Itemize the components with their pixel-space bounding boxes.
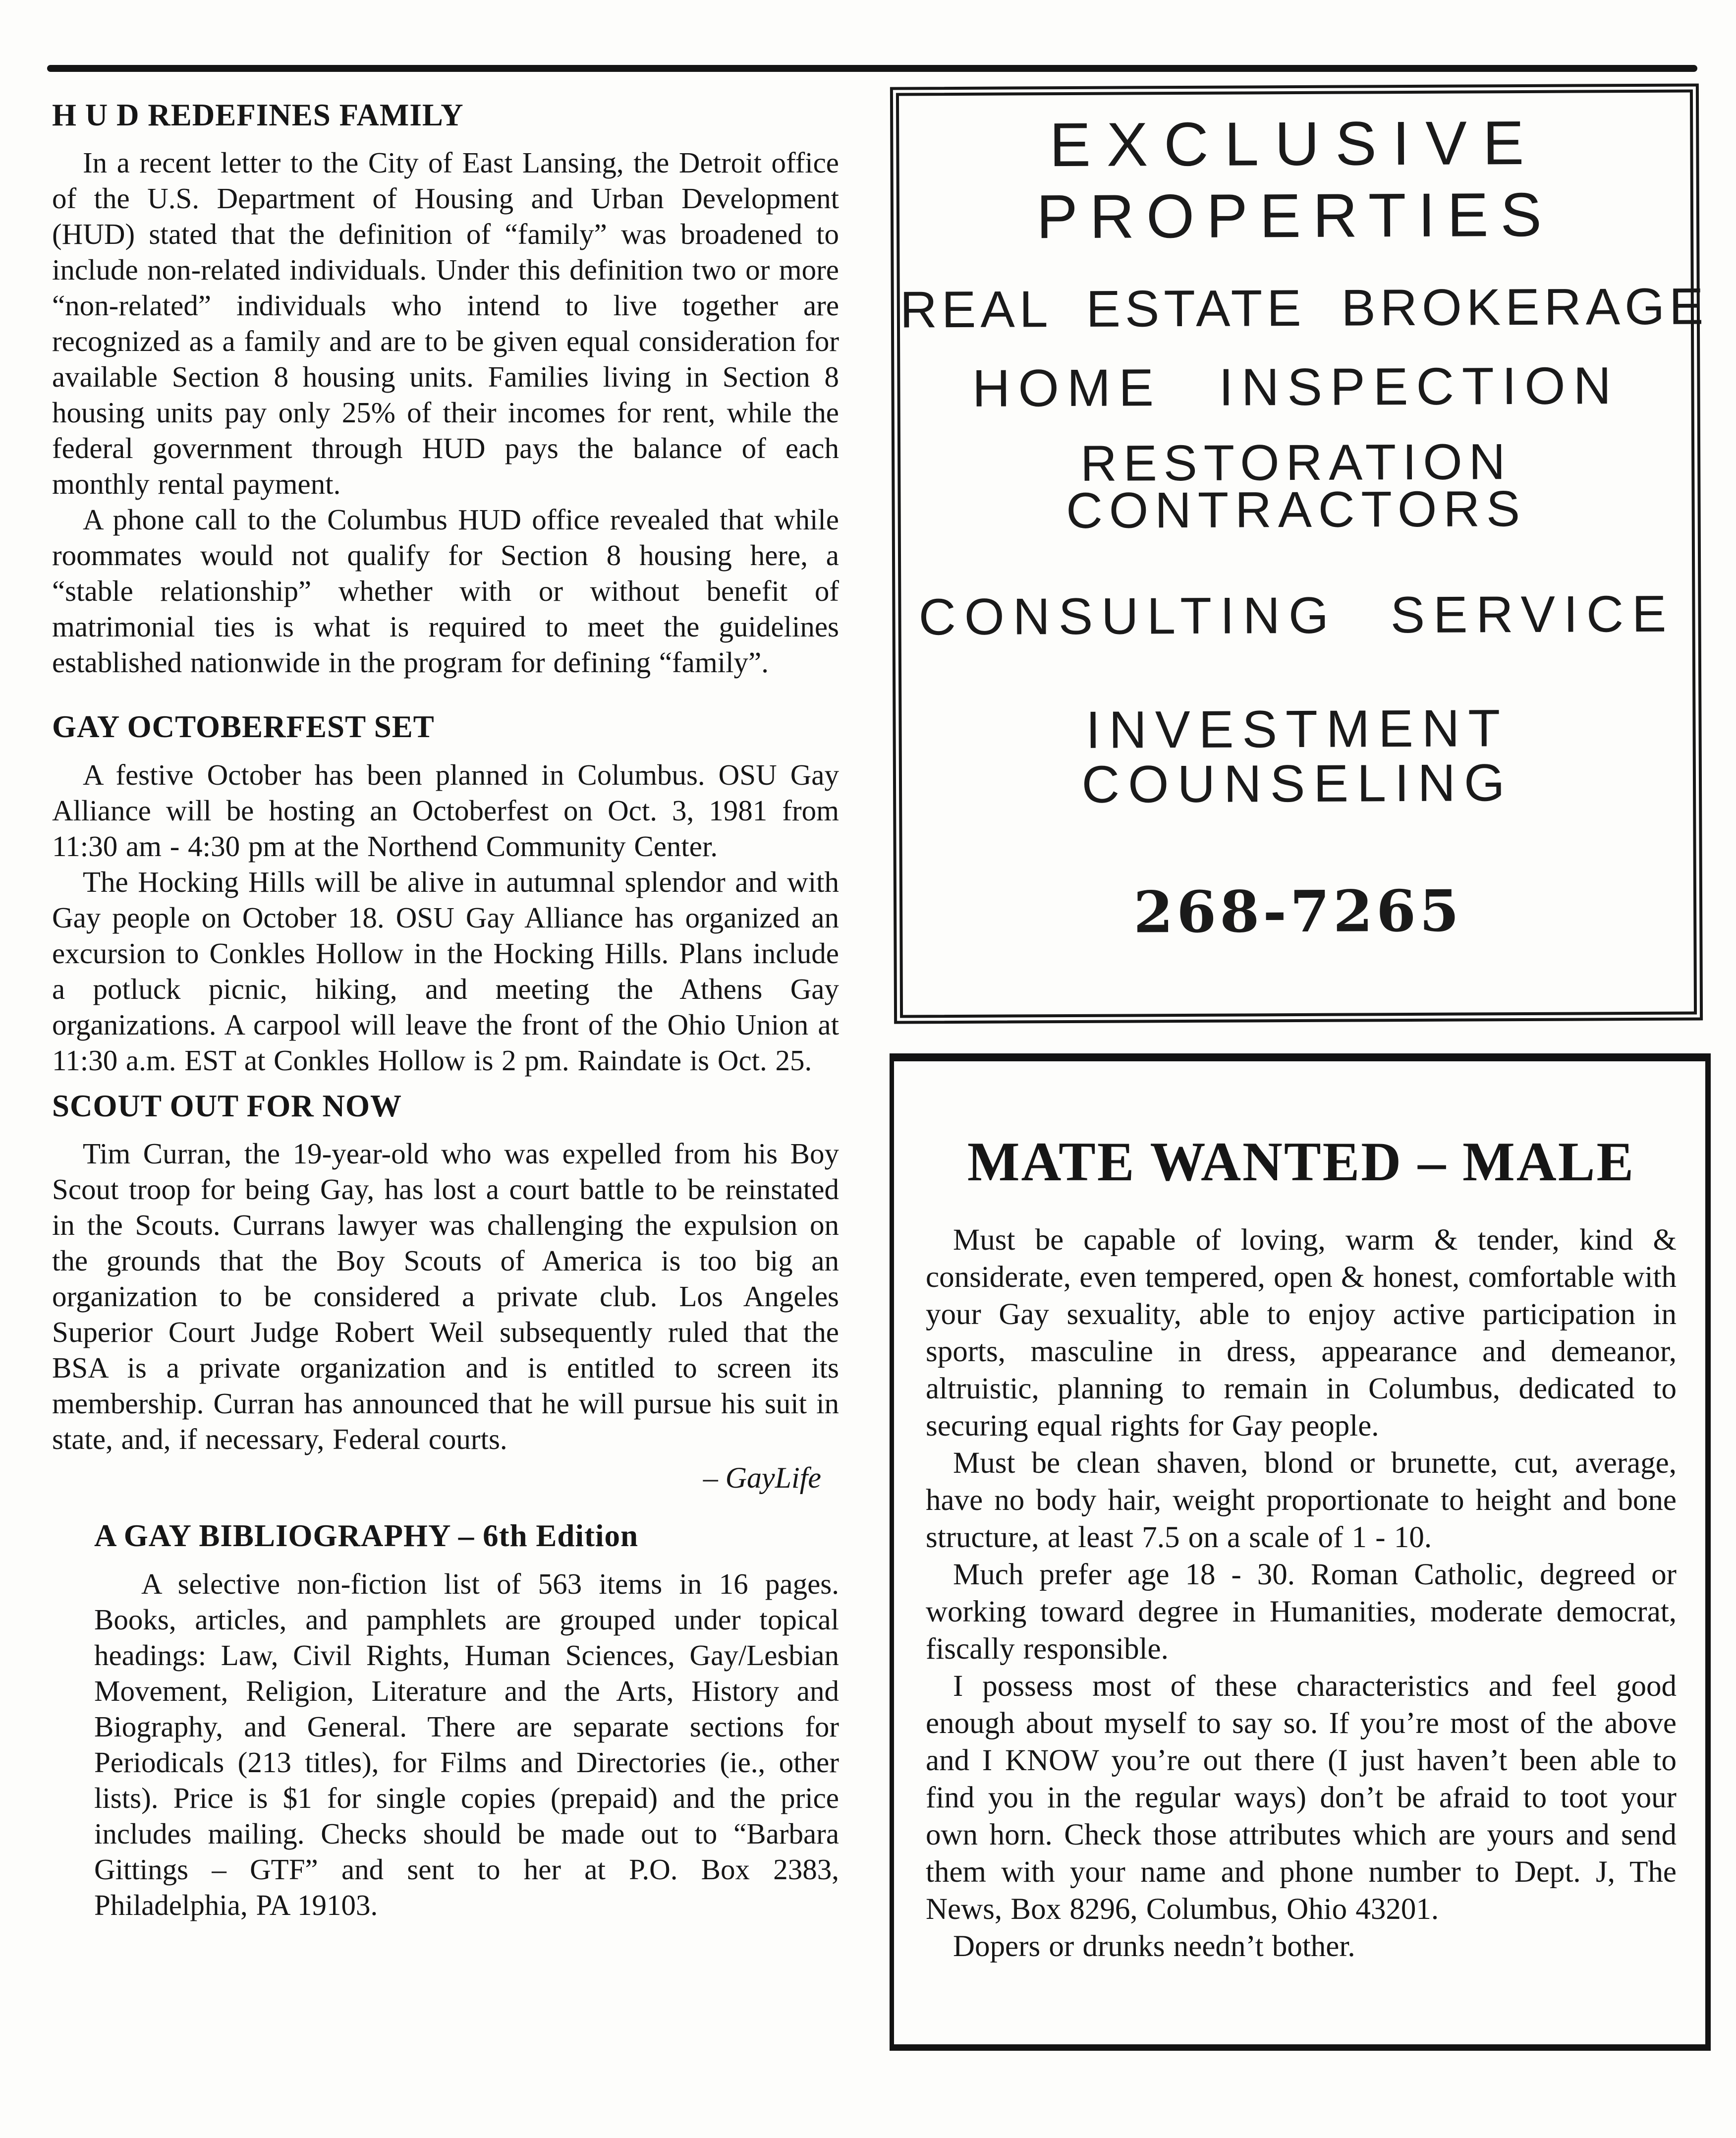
- article-scout-out-for-now: [52, 1088, 839, 1495]
- classified-paragraph: Dopers or drunks needn’t bother.: [953, 1930, 1355, 1964]
- classified-paragraph: Must be clean shaven, blond or brunette, cut, average, have no body hair, weight proportionate to height and bone structure, at least 7.5 on a scale of 1 - 10.: [926, 1446, 1677, 1555]
- article-paragraph: Tim Curran, the 19-year-old who was expelled from his Boy Scout troop for being Gay, has lost a court battle to be reinstated in the Scouts. Currans lawyer was challenging the expulsion on the grounds that the Boy Scouts of America is too big an organization to be considered a private club. Los Angeles Superior Court Judge Robert Weil subsequently ruled that the BSA is a private organization and is entitled to screen its membership. Curran has announced that he will pursue his suit in state, and, if necessary, Federal courts.: [52, 1137, 839, 1456]
- ad-line-investment: INVESTMENT: [1085, 699, 1509, 759]
- ad-line-consulting-service: CONSULTING SERVICE: [918, 585, 1675, 646]
- article-paragraph: The Hocking Hills will be alive in autumnal splendor and with Gay people on October 18. OSU Gay Alliance has organized an excursion to Conkles Hollow in the Hocking Hills. Plans include a potluck picnic, hiking, and meeting the Athens Gay organizations. A carpool will leave the front of the Ohio Union at 11:30 a.m. EST at Conkles Hollow is 2 pm. Raindate is Oct. 25.: [52, 865, 839, 1077]
- news-column: [52, 97, 839, 1952]
- ad-phone-number: 268-7265: [1133, 877, 1463, 946]
- ad-line-properties: PROPERTIES: [1036, 180, 1554, 252]
- article-gay-octoberfest-set: [52, 709, 839, 1078]
- article-paragraph: A festive October has been planned in Columbus. OSU Gay Alliance will be hosting an Octoberfest on Oct. 3, 1981 from 11:30 am - 4:30 pm at the Northend Community Center.: [52, 758, 839, 863]
- classified-headline: MATE WANTED – MALE: [967, 1131, 1635, 1193]
- article-gay-bibliography: [94, 1518, 839, 1922]
- exclusive-properties-ad: [890, 83, 1708, 1024]
- article-heading: A GAY BIBLIOGRAPHY – 6th Edition: [94, 1518, 638, 1554]
- article-paragraph: A selective non-fiction list of 563 items in 16 pages. Books, articles, and pamphlets are grouped under topical headings: Law, Civil Rights, Human Sciences, Gay/Lesbian Movement, Religion, Literature and the Arts, History and Biography, and General. There are separate sections for Periodicals (213 titles), for Films and Directories (ie., other lists). Price is $1 for single copies (prepaid) and the price includes mailing. Checks should be made out to “Barbara Gittings – GTF” and sent to her at P.O. Box 2383, Philadelphia, PA 19103.: [94, 1567, 839, 1921]
- article-heading: H U D REDEFINES FAMILY: [52, 98, 464, 132]
- classified-paragraph: I possess most of these characteristics and feel good enough about myself to say so. If you’re most of the above and I KNOW you’re out there (I just haven’t been able to find you in the regular ways) don’t be afraid to toot your own horn. Check those attributes which are yours and send them with your name and phone number to Dept. J, The News, Box 8296, Columbus, Ohio 43201.: [926, 1670, 1677, 1926]
- article-hud-redefines-family: [52, 97, 839, 680]
- ad-line-counseling: COUNSELING: [1081, 753, 1513, 814]
- article-heading: SCOUT OUT FOR NOW: [52, 1088, 402, 1123]
- article-paragraph: In a recent letter to the City of East Lansing, the Detroit office of the U.S. Department of Housing and Urban Development (HUD) stated that the definition of “family” was broadened to include non-related individuals. Under this definition two or more “non-related” individuals who intend to live together are recognized as a family and are to be given equal consideration for available Section 8 housing units. Families living in Section 8 housing units pay only 25% of their incomes for rent, while the federal government through HUD pays the balance of each monthly rental payment.: [52, 146, 839, 501]
- article-paragraph: A phone call to the Columbus HUD office revealed that while roommates would not qualify for Section 8 housing here, a “stable relationship” whether with or without benefit of matrimonial ties is what is required to meet the guidelines established nationwide in the program for defining “family”.: [52, 503, 839, 679]
- article-heading: GAY OCTOBERFEST SET: [52, 709, 435, 745]
- ad-line-real-estate-brokerage: REAL ESTATE BROKERAGE: [899, 278, 1708, 339]
- article-byline: – GayLife: [703, 1461, 821, 1495]
- ad-line-restoration: RESTORATION: [1080, 433, 1512, 492]
- ad-line-contractors: CONTRACTORS: [1065, 480, 1527, 539]
- ad-line-exclusive: EXCLUSIVE: [1049, 108, 1540, 180]
- ad-line-home-inspection: HOME INSPECTION: [972, 356, 1620, 418]
- classified-paragraph: Much prefer age 18 - 30. Roman Catholic, degreed or working toward degree in Humanities, moderate democrat, fiscally responsible.: [926, 1558, 1677, 1666]
- top-rule-divider: [47, 65, 1697, 72]
- mate-wanted-ad: [890, 1053, 1711, 2051]
- classified-paragraph: Must be capable of loving, warm & tender, kind & considerate, even tempered, open & honest, comfortable with your Gay sexuality, able to enjoy active participation in sports, masculine in dress, appearance and demeanor, altruistic, planning to remain in Columbus, dedicated to securing equal rights for Gay people.: [926, 1223, 1677, 1443]
